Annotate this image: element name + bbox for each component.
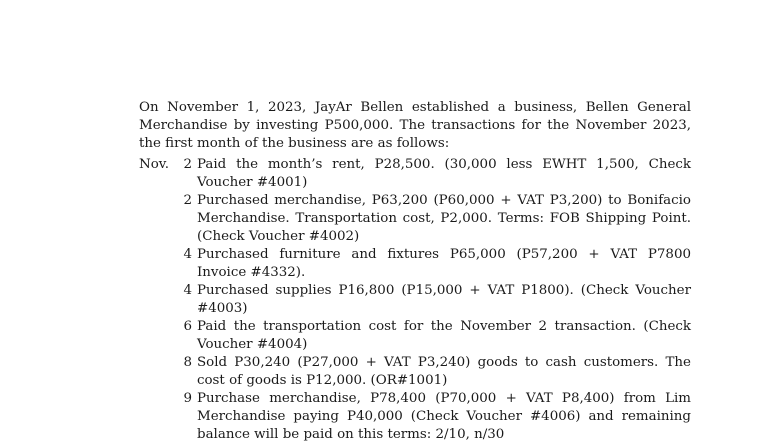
transaction-entry [139, 282, 691, 318]
transaction-date [139, 156, 197, 174]
transaction-entry [139, 192, 691, 246]
transaction-entry [139, 354, 691, 390]
transaction-date [139, 192, 197, 210]
transaction-entry [139, 390, 691, 444]
transaction-date [139, 318, 197, 336]
transaction-date [139, 246, 197, 264]
transaction-description: Purchased merchandise, P63,200 (P60,000 + VAT P3,200) to Bonifacio Merchandise. Transportation cost, P2,000. Terms: FOB Shipping Point. (Check Voucher #4002) [197, 193, 691, 244]
document-page [139, 99, 691, 444]
transaction-day: 9 [183, 391, 192, 406]
transaction-day: 6 [183, 319, 192, 334]
transaction-description: Paid the transportation cost for the November 2 transaction. (Check Voucher #4004) [197, 319, 691, 352]
transaction-day: 2 [183, 193, 192, 208]
transaction-entry [139, 318, 691, 354]
transaction-description: Purchased furniture and fixtures P65,000 (P57,200 + VAT P7800 Invoice #4332). [197, 247, 691, 280]
transaction-day: 8 [183, 355, 192, 370]
transaction-date [139, 282, 197, 300]
transaction-day: 4 [183, 283, 192, 298]
transaction-day: 4 [183, 247, 192, 262]
transaction-day: 2 [183, 157, 192, 172]
transaction-description: Sold P30,240 (P27,000 + VAT P3,240) goods to cash customers. The cost of goods is P12,000. (OR#1001) [197, 355, 691, 388]
transaction-month: Nov. [139, 157, 170, 172]
transaction-entry [139, 246, 691, 282]
transaction-description: Purchase merchandise, P78,400 (P70,000 + VAT P8,400) from Lim Merchandise paying P40,000 (Check Voucher #4006) and remaining balance will be paid on this terms: 2/10, n/30 [197, 391, 691, 442]
transaction-entry [139, 156, 691, 192]
transaction-description: Paid the month’s rent, P28,500. (30,000 less EWHT 1,500, Check Voucher #4001) [197, 157, 691, 190]
intro-paragraph: On November 1, 2023, JayAr Bellen established a business, Bellen General Merchandise by investing P500,000. The transactions for the November 2023, the first month of the business are as follows: [139, 100, 691, 151]
transaction-date [139, 390, 197, 408]
transaction-date [139, 354, 197, 372]
transaction-description: Purchased supplies P16,800 (P15,000 + VAT P1800). (Check Voucher #4003) [197, 283, 691, 316]
